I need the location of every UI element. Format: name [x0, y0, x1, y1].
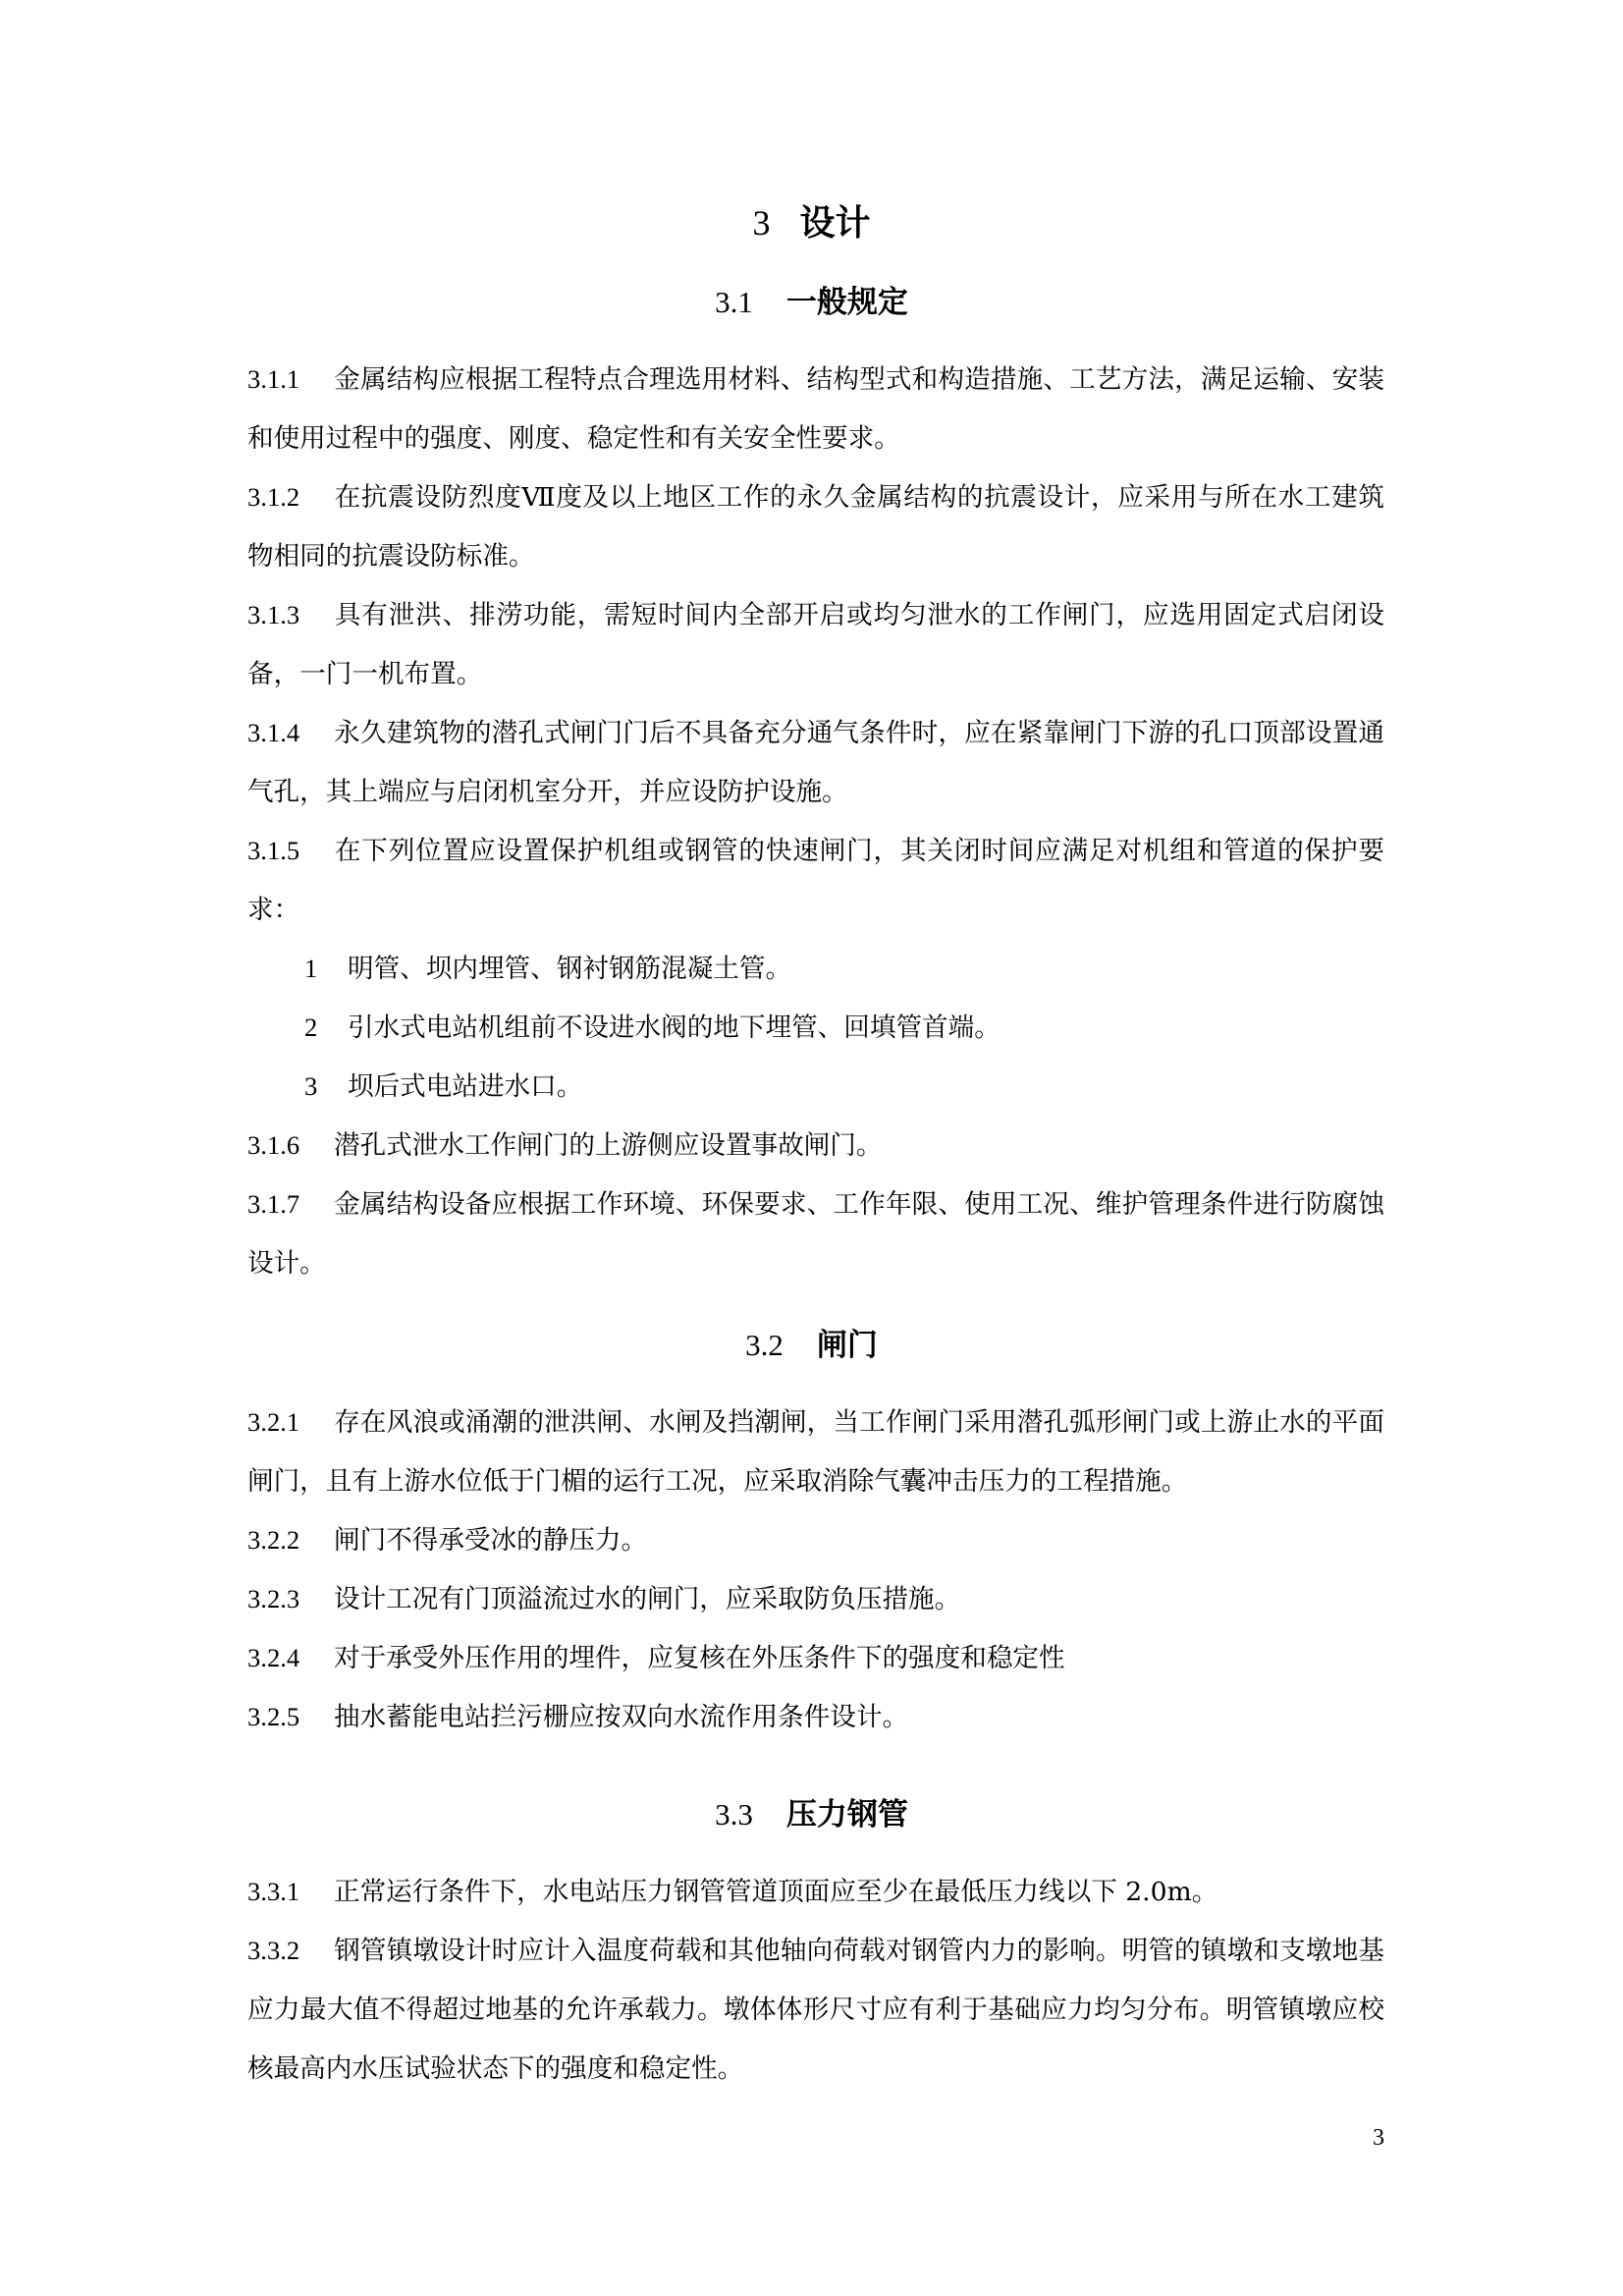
clause-number: 3.2.3 — [247, 1584, 300, 1613]
clause-3-1-4 — [247, 703, 1384, 822]
clause-3-3-1 — [247, 1862, 1384, 1922]
clause-3-3-2 — [247, 1921, 1384, 2099]
clause-number: 3.1.3 — [247, 600, 300, 629]
clause-text: 具有泄洪、排涝功能，需短时间内全部开启或均匀泄水的工作闸门，应选用固定式启闭设备，一门一机布置。 — [247, 600, 1384, 689]
clause-number: 3.1.2 — [247, 482, 300, 512]
clause-number: 3.2.2 — [247, 1525, 300, 1555]
clause-3-1-1 — [247, 350, 1384, 468]
clause-3-1-2 — [247, 467, 1384, 586]
clause-3-2-5 — [247, 1687, 1384, 1747]
clause-number: 3.1.4 — [247, 718, 300, 747]
clause-number: 3.1.7 — [247, 1189, 300, 1219]
page-number: 3 — [1373, 2125, 1384, 2151]
clause-text: 在抗震设防烈度Ⅶ度及以上地区工作的永久金属结构的抗震设计，应采用与所在水工建筑物相同的抗震设防标准。 — [247, 482, 1384, 572]
clause-3-1-6 — [247, 1116, 1384, 1175]
section-title-3-3 — [0, 1793, 1623, 1836]
section-title-text: 一般规定 — [785, 285, 908, 320]
section-title-text: 闸门 — [816, 1328, 878, 1363]
list-item-text: 坝后式电站进水口。 — [348, 1071, 583, 1102]
clause-3-1-3 — [247, 585, 1384, 704]
clause-text: 金属结构应根据工程特点合理选用材料、结构型式和构造措施、工艺方法，满足运输、安装和使用过程中的强度、刚度、稳定性和有关安全性要求。 — [247, 364, 1384, 454]
clause-text: 在下列位置应设置保护机组或钢管的快速闸门，其关闭时间应满足对机组和管道的保护要求： — [247, 836, 1384, 925]
clause-3-2-4 — [247, 1628, 1384, 1688]
section-title-3-2 — [0, 1324, 1623, 1367]
clause-text: 正常运行条件下，水电站压力钢管管道顶面应至少在最低压力线以下 2.0m。 — [334, 1877, 1218, 1907]
clause-text: 闸门不得承受冰的静压力。 — [334, 1525, 648, 1556]
clause-number: 3.3.2 — [247, 1936, 300, 1965]
clause-number: 3.2.4 — [247, 1643, 300, 1672]
list-item — [304, 1057, 1384, 1117]
clause-number: 3.3.1 — [247, 1877, 300, 1906]
clause-3-2-3 — [247, 1569, 1384, 1629]
chapter-title-text: 设计 — [799, 203, 871, 244]
clause-3-2-1 — [247, 1393, 1384, 1511]
clause-text: 永久建筑物的潜孔式闸门门后不具备充分通气条件时，应在紧靠闸门下游的孔口顶部设置通气孔，其上端应与启闭机室分开，并应设防护设施。 — [247, 718, 1384, 807]
clause-text: 对于承受外压作用的埋件，应复核在外压条件下的强度和稳定性 — [334, 1643, 1065, 1673]
clause-text: 抽水蓄能电站拦污栅应按双向水流作用条件设计。 — [334, 1702, 909, 1732]
clause-3-1-7 — [247, 1175, 1384, 1293]
section-title-text: 压力钢管 — [785, 1797, 908, 1832]
clause-number: 3.2.1 — [247, 1407, 300, 1437]
section-number: 3.3 — [715, 1797, 753, 1831]
list-item-text: 明管、坝内埋管、钢衬钢筋混凝土管。 — [348, 954, 792, 984]
list-item — [304, 998, 1384, 1058]
list-item-number: 1 — [304, 954, 318, 983]
section-number: 3.2 — [745, 1328, 784, 1362]
section-title-3-1 — [0, 281, 1623, 324]
clause-number: 3.1.1 — [247, 364, 300, 394]
clause-text: 设计工况有门顶溢流过水的闸门，应采取防负压措施。 — [334, 1584, 961, 1614]
chapter-title — [0, 199, 1623, 247]
clause-number: 3.2.5 — [247, 1702, 300, 1731]
clause-text: 钢管镇墩设计时应计入温度荷载和其他轴向荷载对钢管内力的影响。明管的镇墩和支墩地基应力最大值不得超过地基的允许承载力。墩体体形尺寸应有利于基础应力均匀分布。明管镇墩应校核最高内水压试验状态下的强度和稳定性。 — [247, 1936, 1384, 2084]
section-number: 3.1 — [715, 285, 753, 319]
list-item-text: 引水式电站机组前不设进水阀的地下埋管、回填管首端。 — [348, 1012, 1001, 1043]
clause-3-1-5 — [247, 821, 1384, 940]
clause-number: 3.1.6 — [247, 1130, 300, 1160]
clause-text: 潜孔式泄水工作闸门的上游侧应设置事故闸门。 — [334, 1130, 883, 1161]
clause-text: 存在风浪或涌潮的泄洪闸、水闸及挡潮闸，当工作闸门采用潜孔弧形闸门或上游止水的平面闸门，且有上游水位低于门楣的运行工况，应采取消除气囊冲击压力的工程措施。 — [247, 1407, 1384, 1497]
list-item — [304, 939, 1384, 999]
list-item-number: 3 — [304, 1071, 318, 1101]
clause-number: 3.1.5 — [247, 836, 300, 865]
clause-text: 金属结构设备应根据工作环境、环保要求、工作年限、使用工况、维护管理条件进行防腐蚀设计。 — [247, 1189, 1384, 1279]
chapter-number: 3 — [752, 203, 771, 243]
list-item-number: 2 — [304, 1012, 318, 1042]
clause-3-2-2 — [247, 1510, 1384, 1570]
